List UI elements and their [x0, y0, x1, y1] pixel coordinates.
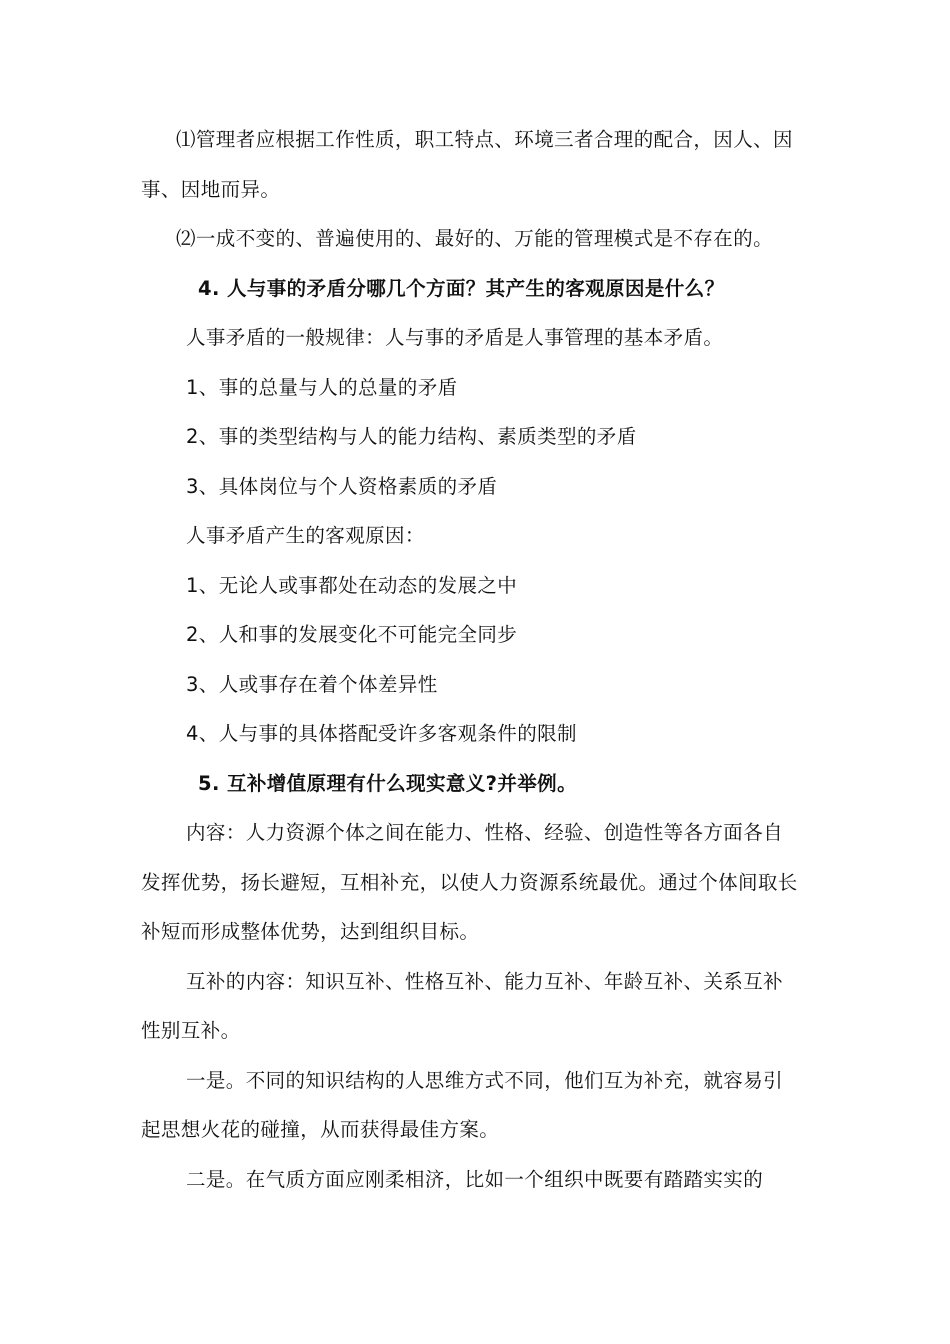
list-item: 3、人或事存在着个体差异性: [186, 673, 438, 696]
paragraph-line: ⑵一成不变的、普遍使用的、最好的、万能的管理模式是不存在的。: [176, 227, 774, 250]
paragraph-line: 内容：人力资源个体之间在能力、性格、经验、创造性等各方面各自: [186, 821, 784, 844]
paragraph-line: 人事矛盾产生的客观原因：: [186, 524, 425, 547]
list-item: 1、事的总量与人的总量的矛盾: [186, 376, 458, 399]
paragraph-line: 发挥优势，扬长避短，互相补充，以使人力资源系统最优。通过个体间取长: [141, 871, 798, 894]
paragraph-line: 事、因地而异。: [141, 178, 281, 201]
list-item: 2、人和事的发展变化不可能完全同步: [186, 623, 518, 646]
list-item: 4、人与事的具体搭配受许多客观条件的限制: [186, 722, 577, 745]
paragraph-line: 起思想火花的碰撞，从而获得最佳方案。: [141, 1118, 500, 1141]
question-heading: 4. 人与事的矛盾分哪几个方面？其产生的客观原因是什么？: [198, 277, 725, 300]
list-item: 3、具体岗位与个人资格素质的矛盾: [186, 475, 498, 498]
question-heading: 5. 互补增值原理有什么现实意义?并举例。: [198, 772, 577, 795]
paragraph-line: 一是。不同的知识结构的人思维方式不同，他们互为补充，就容易引: [186, 1069, 784, 1092]
paragraph-line: 互补的内容：知识互补、性格互补、能力互补、年龄互补、关系互补: [186, 970, 784, 993]
paragraph-line: ⑴管理者应根据工作性质，职工特点、环境三者合理的配合，因人、因: [176, 128, 793, 151]
paragraph-line: 人事矛盾的一般规律：人与事的矛盾是人事管理的基本矛盾。: [186, 326, 724, 349]
list-item: 1、无论人或事都处在动态的发展之中: [186, 574, 518, 597]
paragraph-line: 性别互补。: [141, 1019, 241, 1042]
paragraph-line: 补短而形成整体优势，达到组织目标。: [141, 920, 480, 943]
list-item: 2、事的类型结构与人的能力结构、素质类型的矛盾: [186, 425, 637, 448]
paragraph-line: 二是。在气质方面应刚柔相济，比如一个组织中既要有踏踏实实的: [186, 1168, 764, 1191]
